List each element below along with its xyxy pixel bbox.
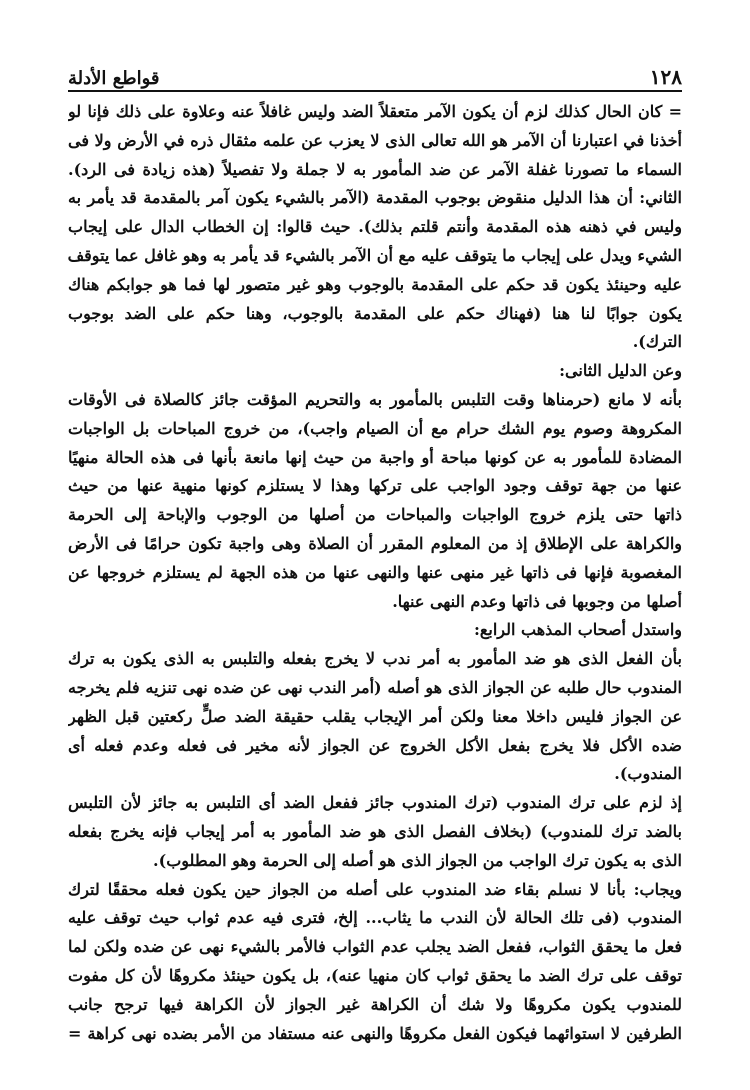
text-line: عليه وحينئذ يكون قد حكم على المقدمة بالوجوب وهو غير متصور لها فما هو جوابكم هناك xyxy=(68,274,682,294)
running-header xyxy=(68,55,682,89)
text-line: إذ لزم على ترك المندوب (ترك المندوب جائز ففعل الضد أى التلبس به جائز لأن التلبس xyxy=(68,793,682,813)
text-line: عن الجواز فليس داخلا معنا ولكن أمر الإيجاب يقلب حقيقة الضد صلٍّ ركعتين قبل الظهر xyxy=(68,706,682,726)
text-line: والكراهة على الإطلاق إذ من المعلوم المقرر أن الصلاة وهى واجبة تكون حرامًا فى الأرض xyxy=(68,533,682,553)
text-line: توقف على ترك الضد ما يحقق ثواب كان منهيا عنه)، بل يكون حينئذ مكروهًا لأن كل مفوت xyxy=(68,965,682,985)
text-line: المندوب). xyxy=(614,764,682,784)
text-line: بأنه لا مانع (حرمناها وقت التلبس بالمأمور به والتحريم المؤقت جائز كالصلاة فى الأوقات xyxy=(68,389,682,409)
text-line: أخذنا في اعتبارنا أن الآمر هو الله تعالى الذى لا يعزب عن علمه مثقال ذره في الأرض ولا فى xyxy=(68,130,682,150)
text-line: يكون جوابًا لنا هنا (فهناك حكم على المقدمة بالوجوب، وهنا حكم على الضد بوجوب xyxy=(68,303,682,323)
text-line: للمندوب يكون مكروهًا ولا شك أن الكراهة غير الجواز لأن الكراهة فيها ترجح جانب xyxy=(68,994,682,1014)
text-line: واستدل أصحاب المذهب الرابع: xyxy=(473,620,682,640)
text-line: المضادة للمأمور به عن كونها مباحة أو واجبة من حيث إنها مانعة بأنها فى هذه الحالة منهيًا xyxy=(68,447,682,467)
text-line: عنها من جهة توقف وجود الواجب على تركها وهذا لا يستلزم كونها منهية عنها من حيث xyxy=(68,476,682,496)
book-title: قواطع الأدلة xyxy=(68,68,160,89)
text-line: المندوب (فى تلك الحالة لأن الندب ما يثاب... إلخ، فترى فيه عدم ثواب حيث توقف عليه xyxy=(68,908,682,928)
text-line: ضده الأكل فلا يخرج بفعل الأكل الخروج عن الجواز لأنه مخير فى فعله وعدم فعله أى xyxy=(68,735,682,755)
text-line: = كان الحال كذلك لزم أن يكون الآمر متعقلاً الضد وليس غافلاً عنه وعلاوة على ذلك فإنا لو xyxy=(68,102,682,121)
text-line: بالضد ترك للمندوب) (بخلاف الفصل الذى هو ضد المأمور به أمر إيجاب فإنه يخرج بفعله xyxy=(68,821,682,841)
page-number: ١٢٨ xyxy=(649,65,682,89)
text-line: الذى به يكون ترك الواجب من الجواز الذى هو أصله إلى الحرمة وهو المطلوب). xyxy=(153,850,682,870)
text-line: المغصوبة فإنها فى ذاتها غير منهى عنها والنهى عنها من هذه الجهة لم يستلزم خروجها عن xyxy=(68,562,682,582)
text-line: الطرفين لا استوائهما فيكون الفعل مكروهًا والنهى عنه مستفاد من الأمر بضده نهى كراهة = xyxy=(68,1023,682,1043)
page-body-text xyxy=(68,98,682,1048)
text-line: السماء ما تصورنا غفلة الآمر عن ضد المأمور به لا جملة ولا تفصيلاً (هذه زيادة فى الرد). xyxy=(68,159,682,179)
text-line: المكروهة وصوم يوم الشك حرام مع أن الصيام واجب)، من خروج المباحات بل الواجبات xyxy=(68,418,682,438)
text-line: فعل ما يحقق الثواب، ففعل الضد يجلب عدم الثواب فالأمر بالشيء نهى عن ضده ولكن لما xyxy=(68,937,682,957)
text-line: ويجاب: بأنا لا نسلم بقاء ضد المندوب على أصله من الجواز حين يكون فعله محققًا لترك xyxy=(68,879,682,899)
text-line: وعن الدليل الثانى: xyxy=(559,361,682,381)
text-line: بأن الفعل الذى هو ضد المأمور به أمر ندب لا يخرج بفعله والتلبس به الذى يكون به ترك xyxy=(68,649,682,669)
text-line: أصلها من وجوبها فى ذاتها وعدم النهى عنها. xyxy=(392,591,682,611)
text-line: المندوب حال طلبه عن الجواز الذى هو أصله (أمر الندب نهى عن ضده نهى تنزيه فلم يخرجه xyxy=(68,677,682,697)
text-line: الشيء ويدل على إيجاب ما يتوقف عليه مع أن الآمر بالشيء قد يأمر به وهو غافل عما يتوقف xyxy=(68,245,682,265)
text-line: الثاني: أن هذا الدليل منقوض بوجوب المقدمة (الآمر بالشيء يكون آمر بالمقدمة قد يأمر به xyxy=(68,188,682,208)
text-line: ذاتها حتى يلزم خروج الواجبات والمباحات من أصلها من الوجوب والإباحة إلى الحرمة xyxy=(68,505,682,525)
text-line: وليس في ذهنه هذه المقدمة وأنتم قلتم بذلك). حيث قالوا: إن الخطاب الدال على إيجاب xyxy=(68,217,682,237)
text-line: الترك). xyxy=(632,332,682,352)
header-rule xyxy=(68,90,682,92)
